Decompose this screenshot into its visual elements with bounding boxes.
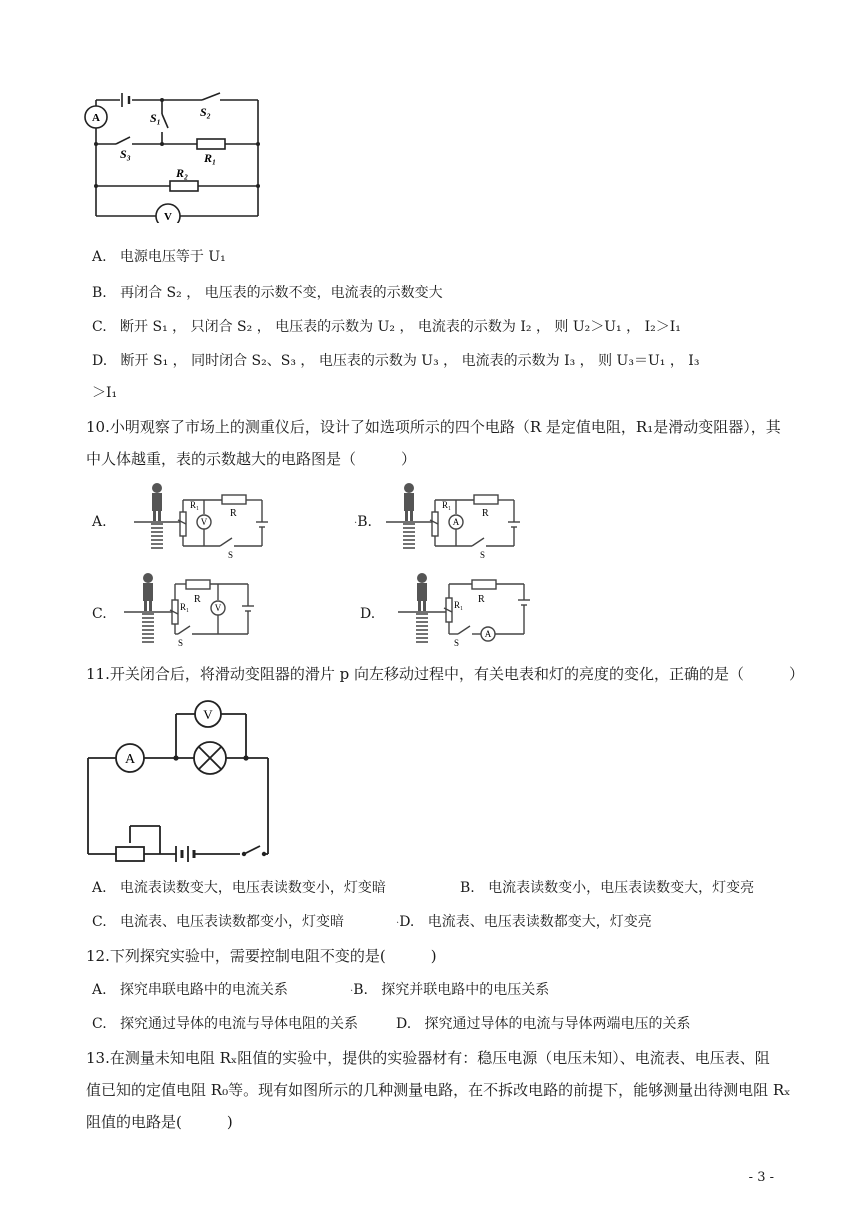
r1-label: R₁ [204, 151, 217, 165]
q11-option-c: C. 电流表、电压表读数都变小，灯变暗 [92, 914, 345, 930]
q10-option-c-label: C. [92, 606, 107, 622]
q10a-s-label: S [228, 550, 234, 560]
q10-stem-line2: 中人体越重，表的示数越大的电路图是（ ） [86, 450, 417, 468]
q10-option-a-diagram [132, 482, 282, 560]
q9-circuit-diagram [80, 88, 270, 223]
q12-option-c: C. 探究通过导体的电流与导体电阻的关系 [92, 1016, 359, 1032]
q12-stem: 12.下列探究实验中，需要控制电阻不变的是( ) [86, 947, 437, 965]
q10c-r1-label: R₁ [180, 602, 190, 612]
q13-stem-line3: 阻值的电路是( ) [86, 1113, 233, 1131]
page-number: - 3 - [748, 1170, 774, 1185]
q10d-r-label: R [478, 594, 485, 605]
q10c-meter: V [214, 603, 222, 613]
q11-option-a: A. 电流表读数变大，电压表读数变小，灯变暗 [92, 880, 386, 896]
q10a-meter: V [200, 517, 208, 527]
q11-voltmeter-label: V [203, 707, 213, 722]
q10-stem-line1: 10.小明观察了市场上的测重仪后，设计了如选项所示的四个电路（R 是定值电阻，R₁是滑动变阻器），其 [86, 418, 781, 436]
q13-stem-line1: 13.在测量未知电阻 Rₓ阻值的实验中，提供的实验器材有：稳压电源（电压未知）、电流表、电压表、阻 [86, 1049, 770, 1067]
q12-option-b: ·B. 探究并联电路中的电压关系 [350, 982, 550, 998]
voltmeter-label: V [164, 211, 172, 223]
q11-circuit-diagram [80, 696, 280, 866]
q9-option-c: C. 断开 S₁ ， 只闭合 S₂ ， 电压表的示数为 U₂ ， 电流表的示数为 I₂ ， 则 U₂＞U₁ ， I₂＞I₁ [92, 319, 681, 335]
q10-option-b-label: ·B. [354, 514, 372, 530]
q10d-s-label: S [454, 638, 460, 648]
q10b-meter: A [452, 517, 460, 527]
r2-label: R₂ [176, 166, 189, 180]
q12-option-a: A. 探究串联电路中的电流关系 [92, 982, 288, 998]
q9-option-b: B. 再闭合 S₂ ， 电压表的示数不变，电流表的示数变大 [92, 285, 443, 301]
s2-label: S₂ [200, 105, 211, 119]
q11-stem: 11.开关闭合后，将滑动变阻器的滑片 p 向左移动过程中，有关电表和灯的亮度的变化，正确的是（ ） [86, 665, 804, 683]
ammeter-label: A [92, 112, 100, 124]
q10b-s-label: S [480, 550, 486, 560]
q10d-r1-label: R₁ [454, 600, 464, 610]
q12-option-d: D. 探究通过导体的电流与导体两端电压的关系 [396, 1016, 691, 1032]
q10-option-d-label: D. [360, 606, 376, 622]
q10-option-d-diagram [392, 572, 542, 650]
q10a-r-label: R [230, 508, 237, 519]
q9-option-d: D. 断开 S₁ ， 同时闭合 S₂、S₃ ， 电压表的示数为 U₃ ， 电流表的示数为 I₃ ， 则 U₃＝U₁ ， I₃ [92, 353, 700, 369]
s3-label: S₃ [120, 147, 131, 161]
q11-option-b: B. 电流表读数变小，电压表读数变大，灯变亮 [460, 880, 755, 896]
q11-option-d: ·D. 电流表、电压表读数都变大，灯变亮 [396, 914, 652, 930]
q10d-meter: A [484, 629, 492, 639]
q10-option-a-label: A. [92, 514, 107, 530]
q10b-r-label: R [482, 508, 489, 519]
q10-option-b-diagram [384, 482, 534, 560]
q10b-r1-label: R₁ [442, 500, 452, 510]
q9-option-d-cont: ＞I₁ [92, 385, 118, 401]
q13-stem-line2: 值已知的定值电阻 R₀等。现有如图所示的几种测量电路，在不拆改电路的前提下，能够测量出待测电阻 Rₓ [86, 1081, 791, 1099]
q9-option-a: A. 电源电压等于 U₁ [92, 249, 226, 265]
q10a-r1-label: R₁ [190, 500, 200, 510]
q10c-r-label: R [194, 594, 201, 605]
q10c-s-label: S [178, 638, 184, 648]
q11-ammeter-label: A [124, 752, 136, 767]
q10-option-c-diagram [118, 572, 268, 650]
s1-label: S₁ [150, 111, 161, 125]
